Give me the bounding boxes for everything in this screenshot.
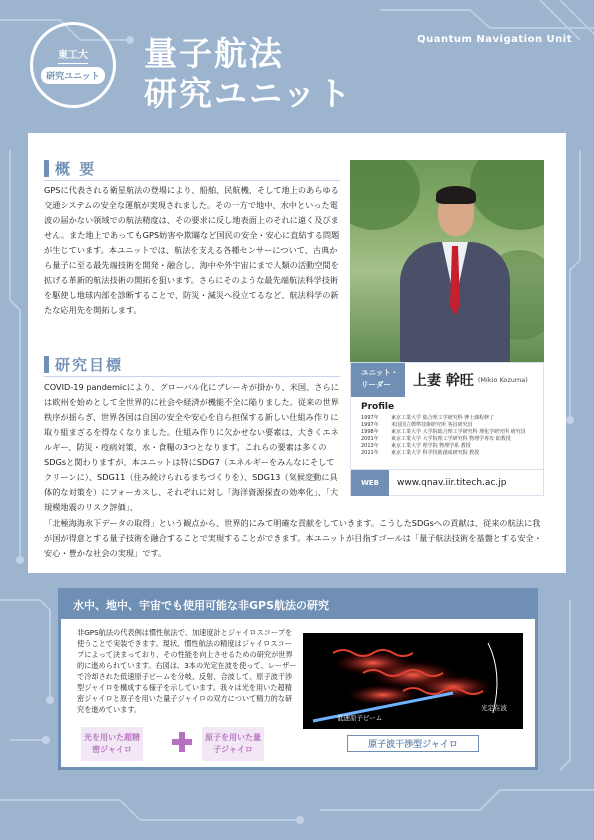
profile-item: 1997年 米国国立標準技術研究所 客員研究員 <box>361 422 473 428</box>
profile-item: 2013年 東京工業大学 理学院 物理学系 教授 <box>361 443 471 449</box>
title-line2: 研究ユニット <box>144 74 353 113</box>
title-line1: 量子航法 <box>144 34 284 73</box>
profile-item: 1997年 東京工業大学 総合理工学研究科 博士課程修了 <box>361 415 495 421</box>
atom-beam-label: 低速原子ビーム <box>337 714 383 722</box>
image-caption: 原子波干渉型ジャイロ <box>347 735 479 752</box>
web-label: WEB <box>351 470 389 496</box>
web-url-link[interactable]: www.qnav.iir.titech.ac.jp <box>397 477 507 488</box>
atom-interferometer-image <box>303 633 523 729</box>
quantum-gyro-badge: 原子を用いた量子ジャイロ <box>202 727 264 761</box>
leader-name-en: (Mikio Kozuma) <box>477 376 528 384</box>
laser-illustration <box>303 633 523 729</box>
leader-role: ユニット・リーダー <box>351 363 405 397</box>
leader-portrait <box>400 180 510 362</box>
optical-gyro-badge: 光を用いた超精密ジャイロ <box>81 727 143 761</box>
non-gps-body: 非GPS航法の代表例は慣性航法で、加速度計とジャイロスコープを使うことで実装できます。現状、慣性航法の精度はジャイロスコープによって決まっており、その性能を向上させるための研究が世界的に進められています。右図は、3本の光定在波を使って、レーザーで冷却された低速原子ビームを分岐、反射、合波して、原子波干渉型ジャイロを構成する様子を示しています。我々は光を用いた超精密ジャイロと原子を用いた量子ジャイロの双方について精力的な研究を進めています。 <box>77 628 297 714</box>
web-row <box>351 469 543 495</box>
heading-rule <box>44 376 340 377</box>
goals-body-narrow: COVID-19 pandemicにより、グローバル化にブレーキが掛かり、米国、さらには欧州を始めとして全世界的に社会や経済が機能不全に陥りました。従来の世界秩序が揺らぎ、世界各国は自国の安全や安心を自ら担保する新しい仕組み作りに取り組まざるを得なくなりました。仕組み作りに欠かせない要素は、大きくエネルギー、防災・疫病対策、水・食糧の3つとなります。これらの要素は多くのSDGsと関わりますが、本ユニットは特にSDG7（エネルギーをみんなにそしてクリーンに）、SDG11（住み続けられるまちづくりを）、SDG13（気候変動に具体的な対策を）にフォーカスし、それぞれに対し「海洋資源探査の効率化」、「大規模地震のリスク評価」、 <box>44 382 339 512</box>
emblem-line1: 東工大 <box>58 46 88 64</box>
standing-wave-label: 光定在波 <box>481 704 507 712</box>
profile-item: 2001年 東京工業大学 大学院理工学研究科 物理学専攻 助教授 <box>361 436 511 442</box>
heading-rule <box>44 180 340 181</box>
profile-item: 1998年 東京工業大学 大学院総合理工学研究科 理化学研究所 研究員 <box>361 429 526 435</box>
leader-card <box>350 362 544 496</box>
non-gps-heading: 水中、地中、宇宙でも使用可能な非GPS航法の研究 <box>61 591 535 619</box>
goals-body-wide: 「北極海海氷下データの取得」という観点から、世界的にみて明確な貢献をしていきます。こうしたSDGsへの貢献は、従来の航法に我が国が得意とする量子技術を融合することで実現することができます。本ユニットが目指すゴールは「量子航法技術を基盤とする安全・安心・豊かな社会の実現」です。 <box>44 518 542 558</box>
heading-bar <box>44 160 49 177</box>
plus-icon <box>172 732 192 752</box>
goals-heading <box>44 354 123 375</box>
overview-body: GPSに代表される衛星航法の登場により、船舶、民航機、そして地上のあらゆる交通システムの安全な運航が実現されました。その一方で地中、水中といった電波の届かない領域での航法精度は、その要求に反し地表面上のそれに遠く及びません。また地上であってもGPS妨害や欺瞞など国民の安全・安心に直結する問題が生じています。本ユニットでは、航法を支える各種センサーについて、古典から量子に至る最先端技術を開発・融合し、海中や外宇宙にまで人類の活動空間を拡げる革新的航法技術の開拓を狙います。さらにそのような最先端航法科学技術を駆使し地球内部を診断することで、防災・減災へ役立てるなど、航法科学の新たな応用先を開拓します。 <box>44 185 340 315</box>
goals-heading-text: 研究目標 <box>55 356 124 374</box>
leader-name: 上妻 幹旺 <box>413 373 474 389</box>
overview-heading <box>44 158 96 179</box>
overview-heading-text: 概 要 <box>55 160 97 178</box>
profile-item: 2021年 東京工業大学 科学技術創成研究院 教授 <box>361 450 480 456</box>
header <box>0 0 594 130</box>
profile-heading: Profile <box>361 402 395 412</box>
non-gps-panel <box>58 588 538 770</box>
unit-emblem <box>30 22 116 108</box>
page-title <box>144 34 353 114</box>
emblem-line2: 研究ユニット <box>41 67 105 84</box>
profile-list <box>361 415 526 457</box>
english-title: Quantum Navigation Unit <box>417 34 572 45</box>
leader-photo <box>350 160 544 362</box>
heading-bar <box>44 356 49 373</box>
